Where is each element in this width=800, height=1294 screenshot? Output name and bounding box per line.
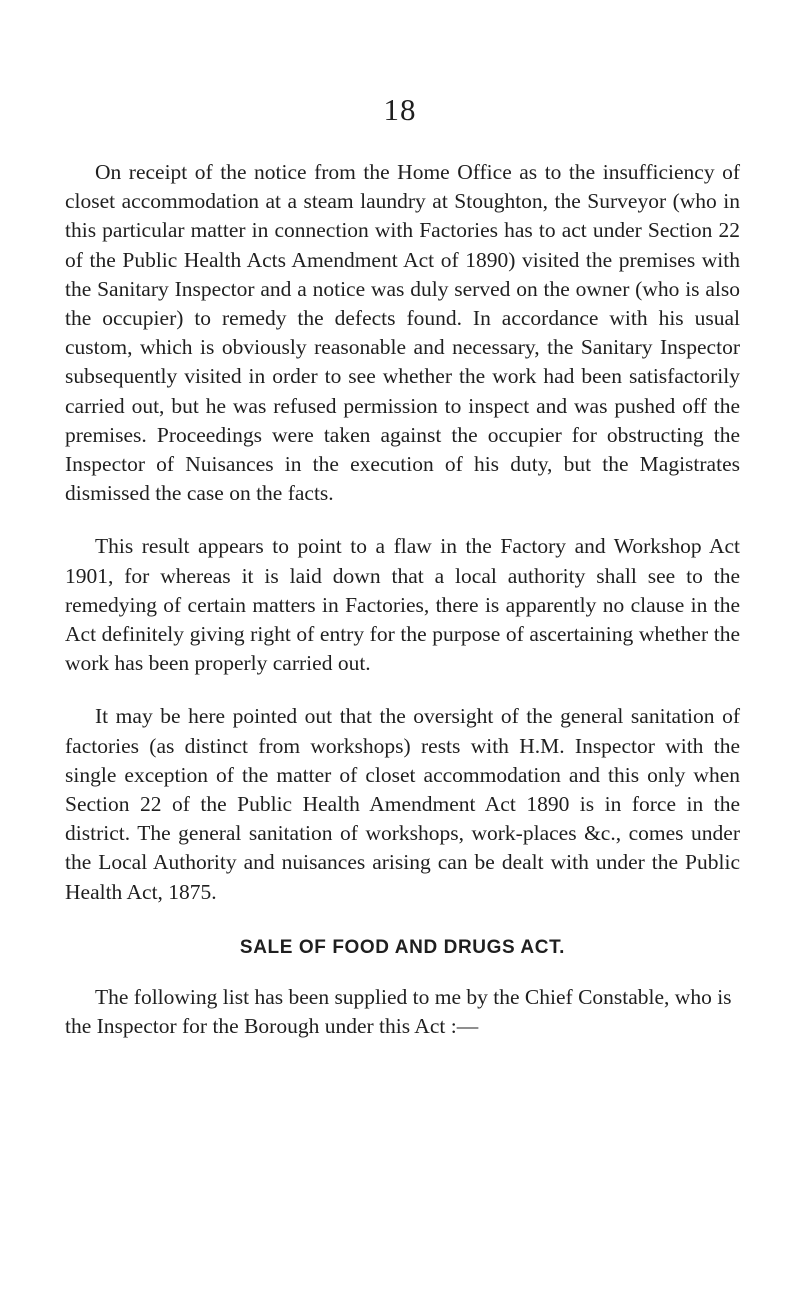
page-number: 18 <box>383 92 417 127</box>
paragraph-general-sanitation: It may be here pointed out that the oversight of the general sanitation of factories (as distinct from workshops) rests with H.M. Inspector with the single exception of the matter of closet accommodation and this only when Section 22 of the Public Health Amendment Act 1890 is in force in the district. The general sanitation of workshops, work-places &c., comes under the Local Authority and nuisances arising can be dealt with under the Public Health Act, 1875. <box>65 704 740 904</box>
paragraph-factory-act-flaw: This result appears to point to a flaw in the Factory and Workshop Act 1901, for whereas it is laid down that a local authority shall see to the remedying of certain matters in Factories, there is apparently no clause in the Act definitely giving right of entry for the purpose of ascertaining whether the work has been properly carried out. <box>65 534 740 676</box>
page-content <box>65 158 740 1041</box>
section-heading: SALE OF FOOD AND DRUGS ACT. <box>239 936 566 958</box>
paragraph-chief-constable-list: The following list has been supplied to me by the Chief Constable, who is the Inspector for the Borough under this Act :— <box>65 984 732 1039</box>
paragraph-home-office-notice: On receipt of the notice from the Home Office as to the insufficiency of closet accommodation at a steam laundry at Stoughton, the Surveyor (who in this particular matter in connection with Factories has to act under Section 22 of the Public Health Acts Amendment Act of 1890) visited the premises with the Sanitary Inspector and a notice was duly served on the owner (who is also the occupier) to remedy the defects found. In accordance with his usual custom, which is obviously reasonable and necessary, the Sanitary Inspector subsequently visited in order to see whether the work had been satisfactorily carried out, but he was refused permission to inspect and was pushed off the premises. Proceedings were taken against the occupier for obstructing the Inspector of Nuisances in the execution of his duty, but the Magistrates dismissed the case on the facts. <box>65 160 740 506</box>
